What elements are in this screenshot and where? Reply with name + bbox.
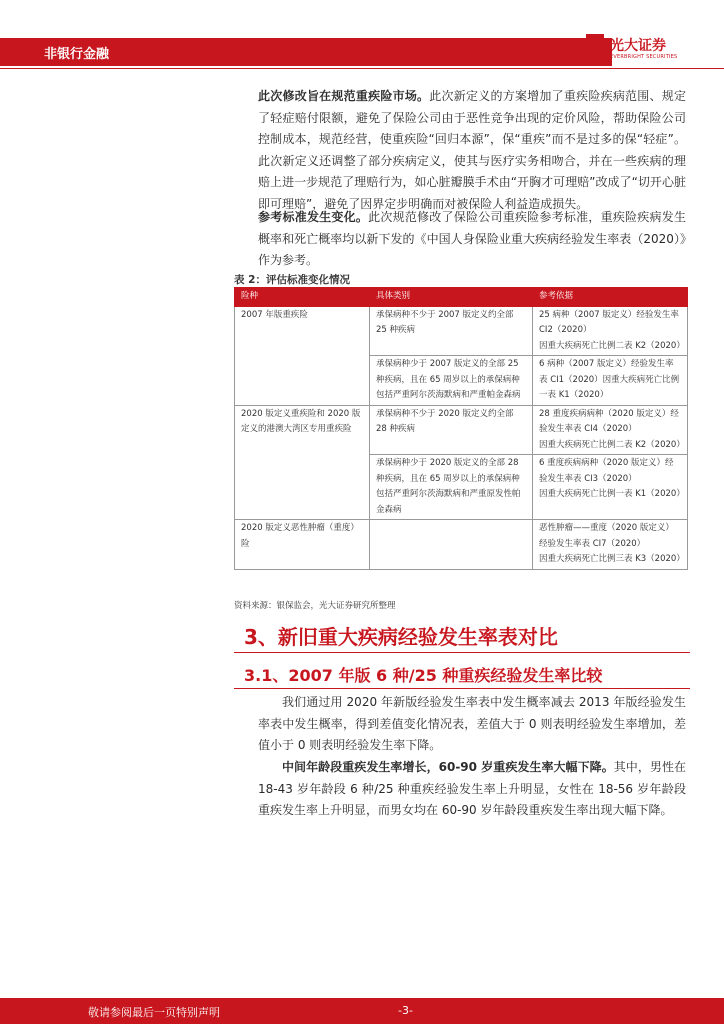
paragraph-2-body: 此次规范修改了保险公司重疾险参考标准，重疾险疾病发生概率和死亡概率均以新下发的《中国人身保险业重大疾病经验发生率表（2020）》作为参考。 <box>258 210 686 267</box>
table-cell: 承保病种少于 2007 版定义的全部 25 种疾病，且在 65 周岁以上的承保病种包括严重阿尔茨海默病和严重帕金森病 <box>370 356 533 406</box>
paragraph-2 <box>258 207 686 272</box>
table-header-cell: 参考依据 <box>533 288 688 307</box>
header-bar <box>0 38 612 66</box>
table-cell: 2020 版定义恶性肿瘤（重度）险 <box>235 520 370 570</box>
paragraph-1-lead: 此次修改旨在规范重疾险市场。 <box>258 89 430 103</box>
table-cell: 2007 年版重疾险 <box>235 306 370 356</box>
table-row <box>235 306 688 356</box>
table-source: 资料来源：银保监会，光大证券研究所整理 <box>234 601 396 611</box>
table-cell: 6 重度疾病病种（2020 版定义）经验发生率表 CI3（2020） 因重大疾病死亡比例一表 K1（2020） <box>533 455 688 520</box>
company-logo <box>586 34 706 66</box>
table-cell: 2020 版定义重疾险和 2020 版定义的港澳大湾区专用重疾险 <box>235 405 370 455</box>
table-cell <box>235 356 370 406</box>
section-title: 3、新旧重大疾病经验发生率表对比 <box>244 625 558 649</box>
criteria-table <box>234 287 688 570</box>
paragraph-1 <box>258 86 686 215</box>
table-cell <box>370 520 533 570</box>
table-cell: 28 重度疾病病种（2020 版定义）经验发生率表 CI4（2020） 因重大疾病死亡比例二表 K2（2020） <box>533 405 688 455</box>
logo-mark-icon <box>586 34 606 62</box>
table-cell: 承保病种不少于 2007 版定义约全部 25 种疾病 <box>370 306 533 356</box>
table-row <box>235 356 688 406</box>
table-cell <box>235 455 370 520</box>
page-number: -3- <box>398 1004 413 1017</box>
table-cell: 承保病种少于 2020 版定义的全部 28 种疾病，且在 65 周岁以上的承保病种包括严重阿尔茨海默病和严重原发性帕金森病 <box>370 455 533 520</box>
paragraph-4-lead: 中间年龄段重疾发生率增长，60-90 岁重疾发生率大幅下降。 <box>282 760 614 774</box>
table-header-row <box>235 288 688 307</box>
footer-note: 敬请参阅最后一页特别声明 <box>88 1006 220 1019</box>
section-heading <box>234 614 690 653</box>
table-header-cell: 险种 <box>235 288 370 307</box>
table-title: 表 2：评估标准变化情况 <box>234 274 350 286</box>
paragraph-3: 我们通过用 2020 年新版经验发生率表中发生概率减去 2013 年版经验发生率表中发生概率，得到差值变化情况表，差值大于 0 则表明经验发生率增加，差值小于 0 则表明经验发生率下降。 <box>258 695 686 752</box>
section-label: 非银行金融 <box>44 47 110 62</box>
table-header-cell: 具体类别 <box>370 288 533 307</box>
logo-subtitle: EVERBRIGHT SECURITIES <box>610 54 678 60</box>
table-cell: 承保病种不少于 2020 版定义约全部 28 种疾病 <box>370 405 533 455</box>
subsection-heading <box>234 660 690 689</box>
paragraph-4-body: 其中，男性在 18-43 岁年龄段 6 种/25 种重疾经验发生率上升明显，女性在 18-56 岁年龄段重疾发生率上升明显，而男女均在 60-90 岁年龄段重疾发生率出现大幅下降。 <box>258 760 686 817</box>
paragraph-2-lead: 参考标准发生变化。 <box>258 210 369 224</box>
paragraph-1-body: 此次新定义的方案增加了重疾险疾病范围、规定了轻症赔付限额，避免了保险公司由于恶性竞争出现的定价风险，帮助保险公司控制成本，规范经营，使重疾险“回归本源”，保“重疾”而不是过多的保“轻症”。此次新定义还调整了部分疾病定义，使其与医疗实务相吻合，并在一些疾病的理赔上进一步规范了理赔行为，如心脏瓣膜手术由“开胸才可理赔”改成了“切开心脏即可理赔”，避免了因界定步明确而对被保险人利益造成损失。 <box>258 89 686 211</box>
table-cell: 25 病种（2007 版定义）经验发生率 CI2（2020） 因重大疾病死亡比例二表 K2（2020） <box>533 306 688 356</box>
subsection-title: 3.1、2007 年版 6 种/25 种重疾经验发生率比较 <box>244 666 603 685</box>
paragraph-4 <box>258 757 686 822</box>
table-row <box>235 455 688 520</box>
header-divider <box>0 68 724 69</box>
table-cell: 6 病种（2007 版定义）经验发生率表 CI1（2020）因重大疾病死亡比例一表 K1（2020） <box>533 356 688 406</box>
table-row <box>235 520 688 570</box>
table-row <box>235 405 688 455</box>
table-cell: 恶性肿瘤——重度（2020 版定义）经验发生率表 CI7（2020） 因重大疾病死亡比例三表 K3（2020） <box>533 520 688 570</box>
logo-name: 光大证券 <box>610 38 666 54</box>
